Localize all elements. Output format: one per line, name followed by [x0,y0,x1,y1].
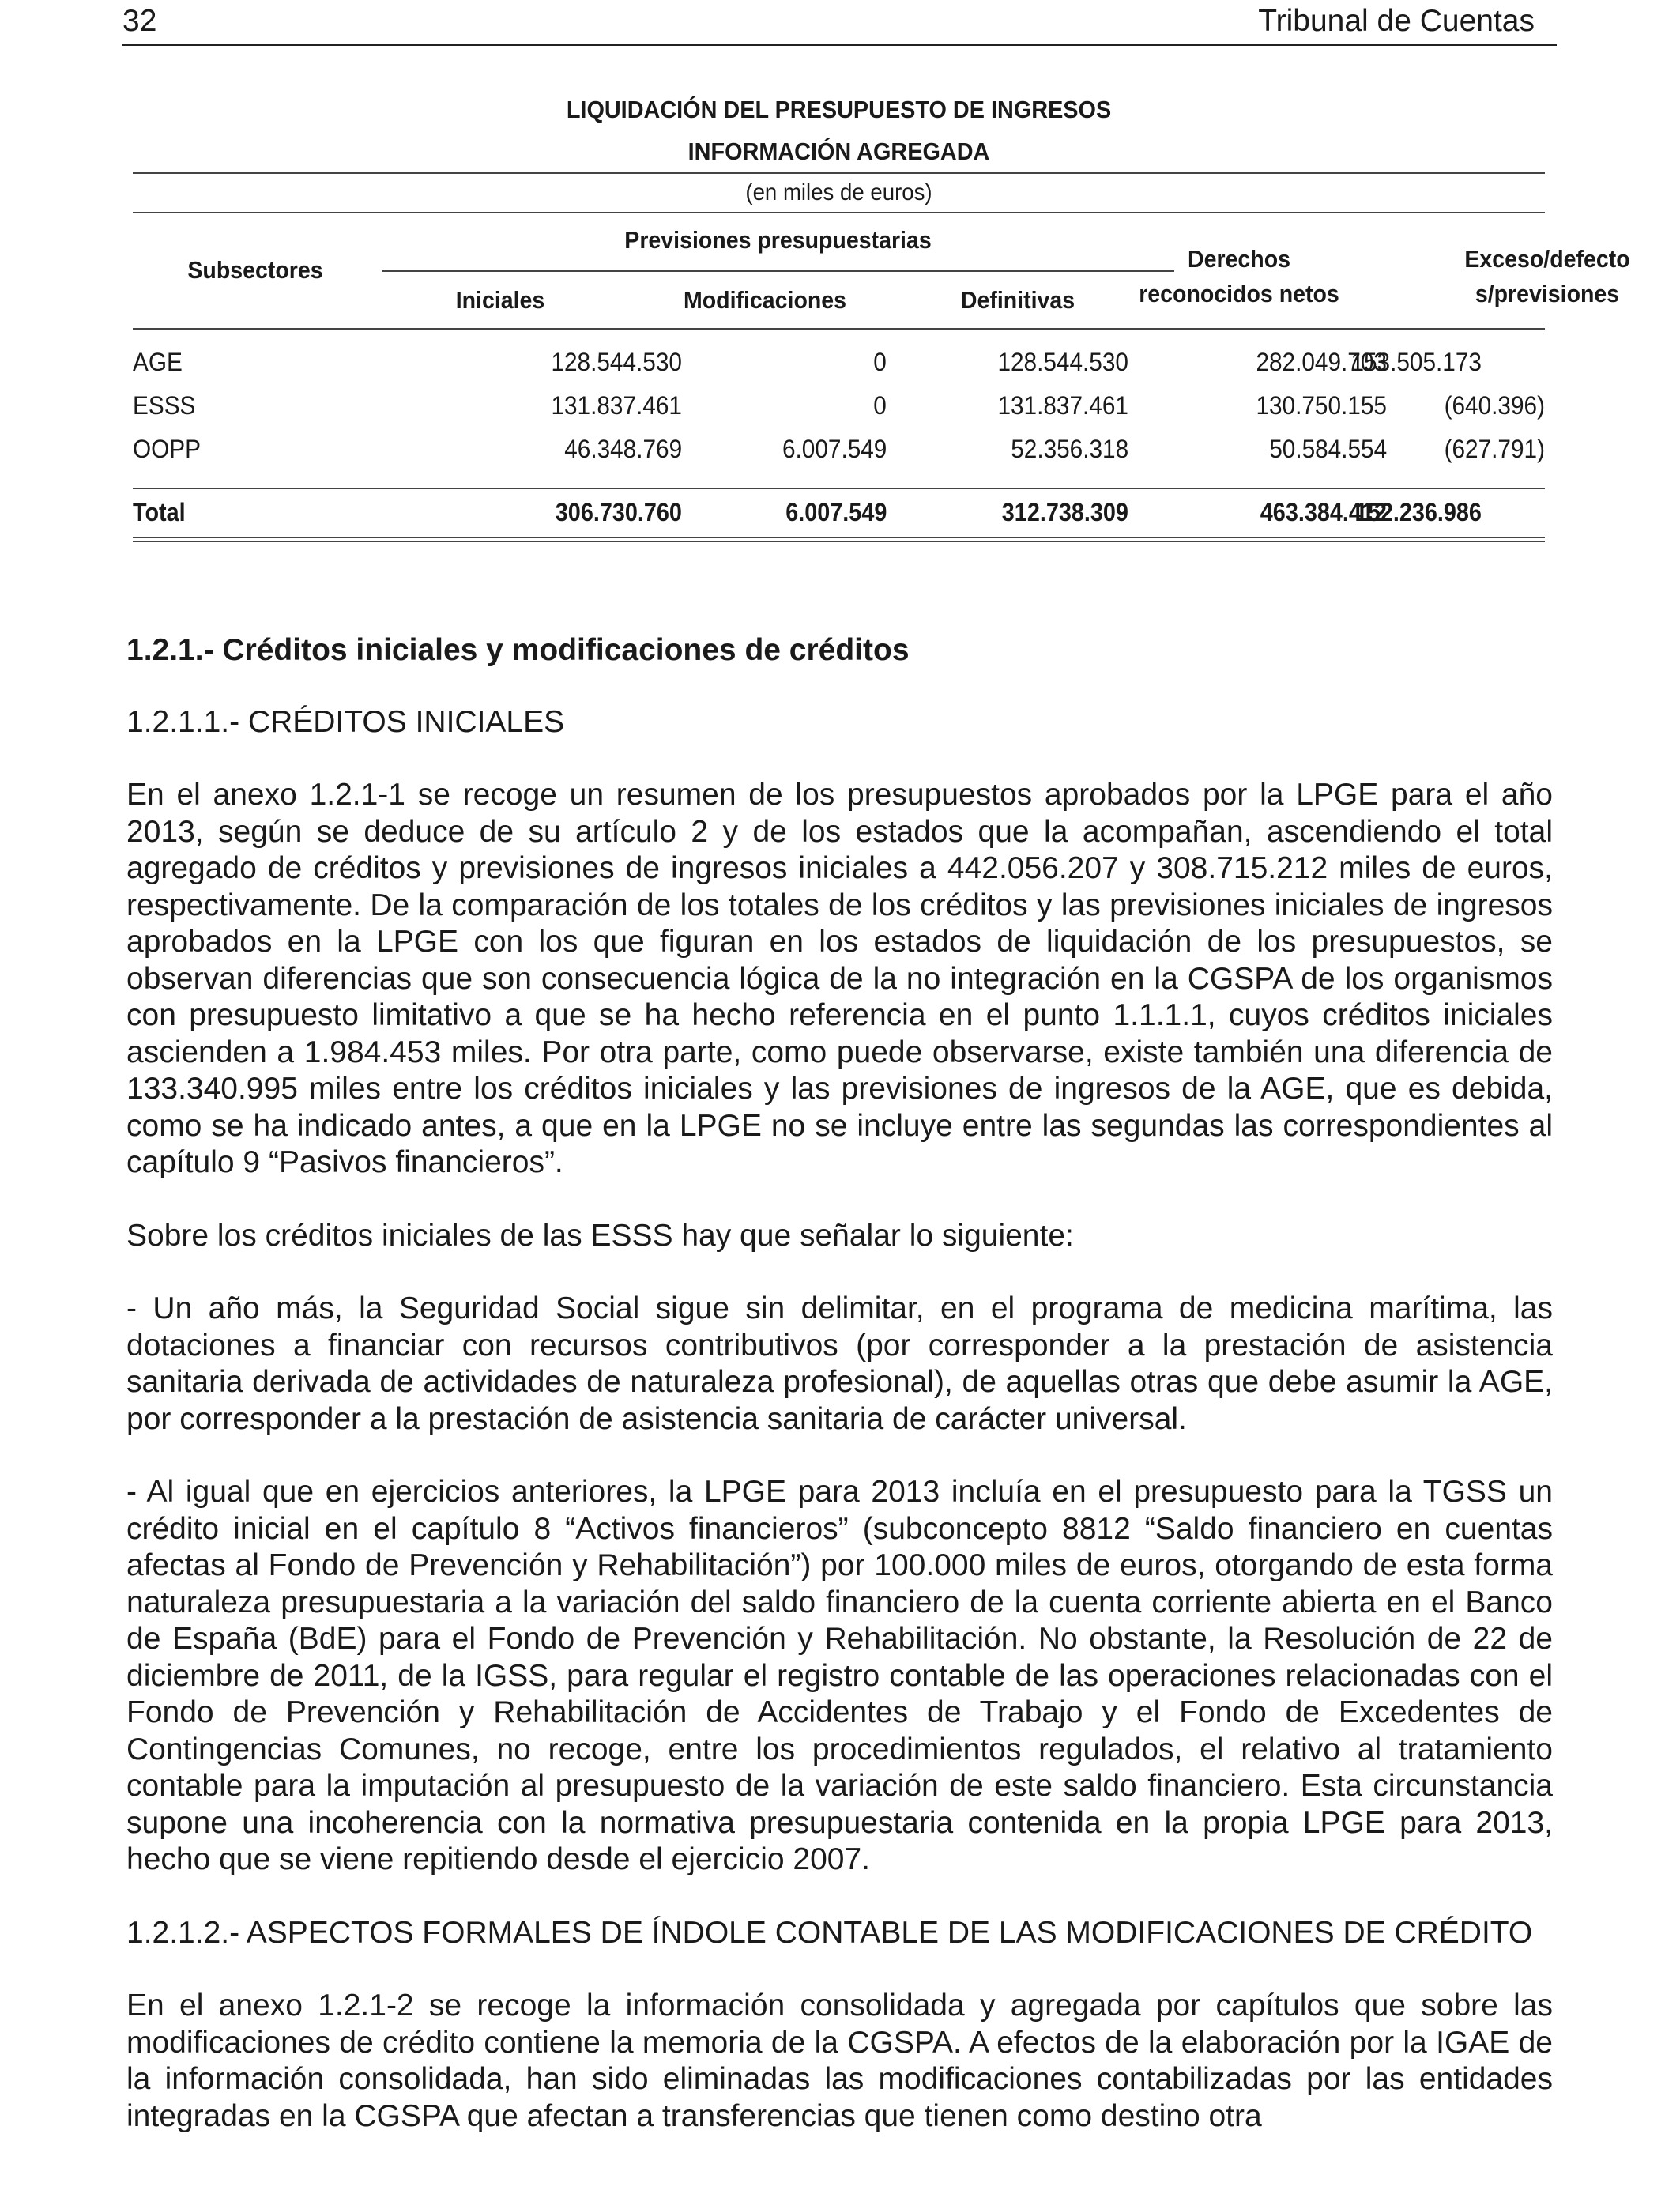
cell-exceso: (640.396) [1444,391,1545,420]
page-number: 32 [122,4,157,38]
header-subsectores: Subsectores [187,256,323,284]
header-derechos-line1: Derechos [1187,245,1290,273]
header-exceso [1351,242,1680,311]
budget-table [133,89,1630,542]
cell-derechos: 282.049.703 [1256,348,1387,376]
header-exceso-line1: Exceso/defecto [1464,245,1630,273]
header-modificaciones: Modificaciones [683,286,847,314]
row-name: ESSS [133,391,196,420]
cell-modificaciones: 0 [873,391,887,420]
paragraph: - Un año más, la Seguridad Social sigue sin delimitar, en el programa de medicina marítima, las dotaciones a financiar con recursos contributivos (por corresponder a la prestación de asistencia sanitaria derivada de actividades de naturaleza profesional), de aquellas otras que debe asumir la AGE, por corresponder a la prestación de asistencia sanitaria de carácter universal. [126,1291,1553,1436]
cell-derechos: 50.584.554 [1269,435,1387,463]
document-body [126,631,1553,2135]
cell-definitivas: 52.356.318 [1011,435,1128,463]
row-name: AGE [133,348,183,376]
paragraph: Sobre los créditos iniciales de las ESSS hay que señalar lo siguiente: [126,1218,1074,1253]
table-row [133,341,1545,383]
total-iniciales: 306.730.760 [555,498,682,526]
paragraph: En el anexo 1.2.1-1 se recoge un resumen de los presupuestos aprobados por la LPGE para el año 2013, según se deduce de su artículo 2 y de los estados que la acompañan, ascendiendo el total agregado de créditos y previsiones de ingresos iniciales a 442.056.207 y 308.715.212 miles de euros, respectivamente. De la comparación de los totales de los créditos y las previsiones iniciales de ingresos aprobados en la LPGE con los que figuran en los estados de liquidación de los presupuestos, se observan diferencias que son consecuencia lógica de la no integración en la CGSPA de los organismos con presupuesto limitativo a que se ha hecho referencia en el punto 1.1.1.1, cuyos créditos iniciales ascienden a 1.984.453 miles. Por otra parte, como puede observarse, existe también una diferencia de 133.340.995 miles entre los créditos iniciales y las previsiones de ingresos de la AGE, que es debida, como se ha indicado antes, a que en la LPGE no se incluye entre las segundas las correspondientes al capítulo 9 “Pasivos financieros”. [126,778,1553,1179]
cell-modificaciones: 0 [873,348,887,376]
paragraph: - Al igual que en ejercicios anteriores, la LPGE para 2013 incluía en el presupuesto para la TGSS un crédito inicial en el capítulo 8 “Activos financieros” (subconcepto 8812 “Saldo financiero en cuentas afectas al Fondo de Prevención y Rehabilitación”) por 100.000 miles de euros, otorgando de esta forma naturaleza presupuestaria a la variación del saldo financiero de la cuenta corriente abierta en el Banco de España (BdE) para el Fondo de Prevención y Rehabilitación. No obstante, la Resolución de 22 de diciembre de 2011, de la IGSS, para regular el registro contable de las operaciones relacionadas con el Fondo de Prevención y Rehabilitación de Accidentes de Trabajo y el Fondo de Excedentes de Contingencias Comunes, no recoge, entre los procedimientos regulados, el relativo al tratamiento contable para la imputación al presupuesto de la variación de este saldo financiero. Esta circunstancia supone una incoherencia con la normativa presupuestaria contenida en la propia LPGE para 2013, hecho que se viene repitiendo desde el ejercicio 2007. [126,1475,1553,1876]
cell-definitivas: 131.837.461 [997,391,1128,420]
table-body [133,330,1545,488]
table-title-line1: LIQUIDACIÓN DEL PRESUPUESTO DE INGRESOS [566,96,1112,123]
total-derechos: 463.384.412 [1260,498,1387,526]
cell-definitivas: 128.544.530 [997,348,1128,376]
running-title: Tribunal de Cuentas [1258,4,1535,38]
table-units: (en miles de euros) [745,179,932,205]
cell-iniciales: 131.837.461 [551,391,682,420]
header-previsiones: Previsiones presupuestarias [624,226,932,254]
subsection-heading-aspectos-formales: 1.2.1.2.- ASPECTOS FORMALES DE ÍNDOLE CONTABLE DE LAS MODIFICACIONES DE CRÉDITO [126,1915,1533,1950]
paragraph: En el anexo 1.2.1-2 se recoge la información consolidada y agregada por capítulos que sobre las modificaciones de crédito contiene la memoria de la CGSPA. A efectos de la elaboración por la IGAE de la información consolidada, han sido eliminadas las modificaciones contabilizadas por las entidades integradas en la CGSPA que afectan a transferencias que tienen como destino otra [126,1989,1553,2133]
cell-iniciales: 46.348.769 [564,435,682,463]
cell-exceso: (627.791) [1444,435,1545,463]
subsection-heading-creditos-iniciales: 1.2.1.1.- CRÉDITOS INICIALES [126,705,565,739]
table-row [133,384,1545,427]
cell-derechos: 130.750.155 [1256,391,1387,420]
table-header [133,213,1630,328]
header-iniciales: Iniciales [455,286,545,314]
header-derechos-line2: reconocidos netos [1139,280,1339,307]
table-row [133,428,1545,470]
table-total-row [133,489,1545,537]
total-definitivas: 312.738.309 [1001,498,1128,526]
page-header [122,0,1557,46]
table-title-line2: INFORMACIÓN AGREGADA [687,138,990,165]
total-exceso: 152.236.986 [1354,498,1482,526]
table-rule-bottom [133,537,1545,542]
cell-iniciales: 128.544.530 [551,348,682,376]
cell-modificaciones: 6.007.549 [782,435,887,463]
section-heading: 1.2.1.- Créditos iniciales y modificaciones de créditos [126,633,910,667]
row-name: OOPP [133,435,201,463]
total-modificaciones: 6.007.549 [785,498,887,526]
header-definitivas: Definitivas [960,286,1075,314]
header-exceso-line2: s/previsiones [1475,280,1620,307]
total-label: Total [133,498,186,526]
cell-exceso: 153.505.173 [1350,348,1482,376]
